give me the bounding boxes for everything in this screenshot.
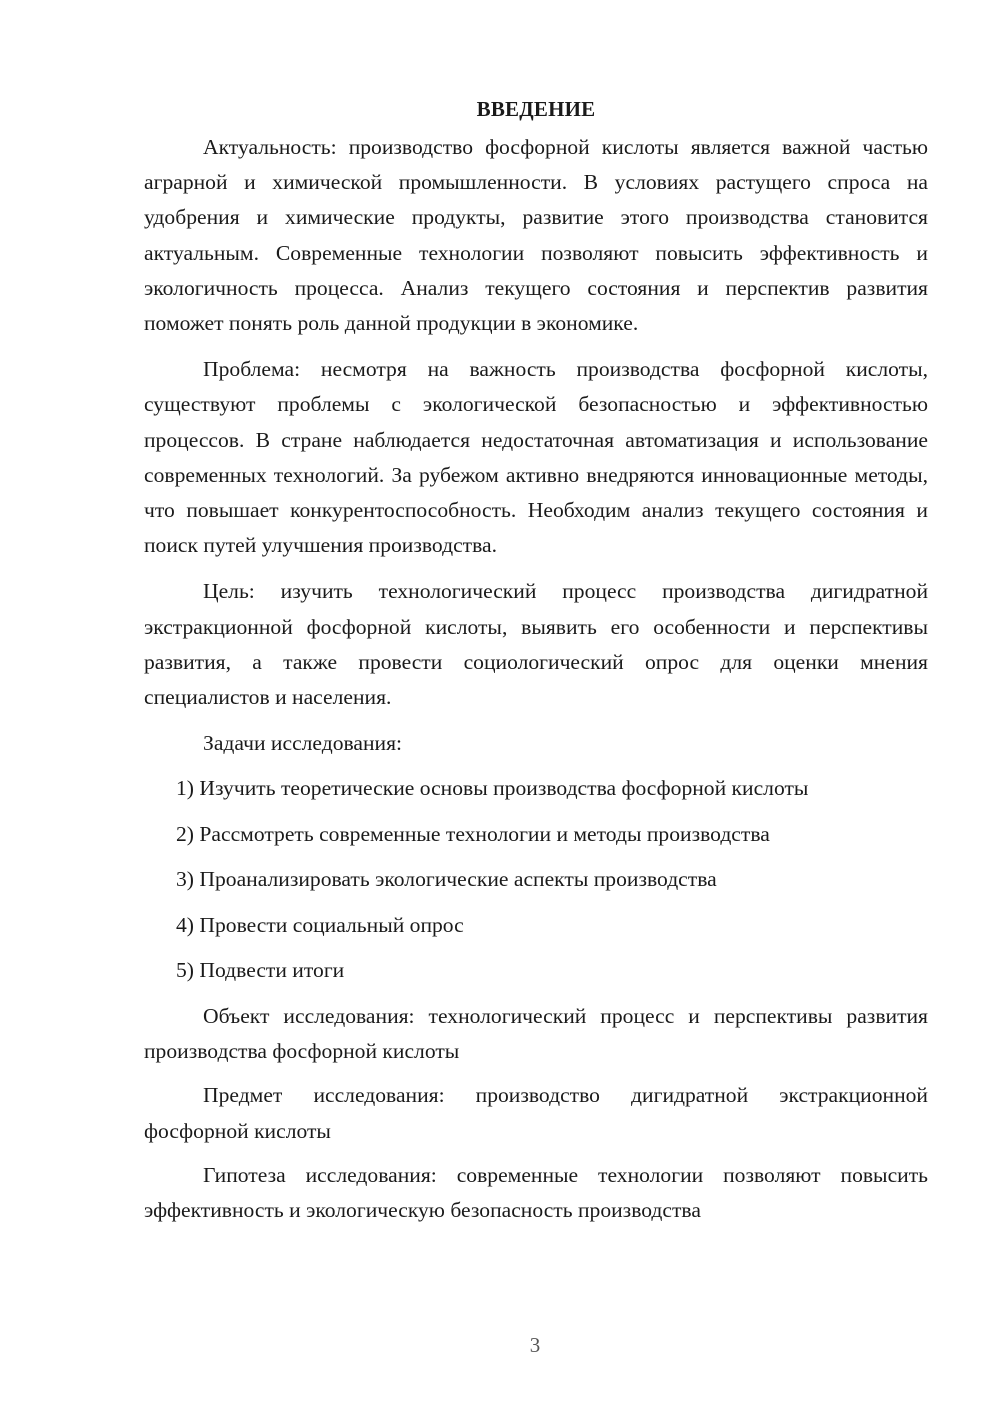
task-item: 2) Рассмотреть современные технологии и методы производства bbox=[176, 821, 770, 846]
problem-paragraph: Проблема: несмотря на важность производства фосфорной кислоты, существуют проблемы с экологической безопасностью и эффективностью процессов. В стране наблюдается недостаточная автоматизация и использование современных технологий. За рубежом активно внедряются инновационные методы, что повышает конкурентоспособность. Необходим анализ текущего состояния и поиск путей улучшения производства. bbox=[144, 357, 928, 558]
tasks-label: Задачи исследования: bbox=[203, 731, 403, 756]
task-item: 4) Провести социальный опрос bbox=[176, 912, 464, 937]
tasks-list bbox=[144, 771, 928, 988]
subject-paragraph: Предмет исследования: производство дигидратной экстракционной фосфорной кислоты bbox=[144, 1083, 928, 1143]
page-number: 3 bbox=[529, 1333, 541, 1357]
relevance-paragraph: Актуальность: производство фосфорной кислоты является важной частью аграрной и химической промышленности. В условиях растущего спроса на удобрения и химические продукты, развитие этого производства становится актуальным. Современные технологии позволяют повысить эффективность и экологичность процесса. Анализ текущего состояния и перспектив развития поможет понять роль данной продукции в экономике. bbox=[144, 135, 928, 336]
section-heading: ВВЕДЕНИЕ bbox=[476, 97, 596, 121]
goal-paragraph: Цель: изучить технологический процесс производства дигидратной экстракционной фосфорной кислоты, выявить его особенности и перспективы развития, а также провести социологический опрос для оценки мнения специалистов и населения. bbox=[144, 579, 928, 710]
hypothesis-paragraph: Гипотеза исследования: современные технологии позволяют повысить эффективность и экологическую безопасность производства bbox=[144, 1162, 928, 1222]
task-item: 1) Изучить теоретические основы производства фосфорной кислоты bbox=[176, 776, 809, 801]
object-paragraph: Объект исследования: технологический процесс и перспективы развития производства фосфорной кислоты bbox=[144, 1003, 928, 1064]
task-item: 3) Проанализировать экологические аспекты производства bbox=[176, 867, 717, 892]
task-item: 5) Подвести итоги bbox=[176, 958, 345, 983]
document-page bbox=[144, 92, 928, 1237]
